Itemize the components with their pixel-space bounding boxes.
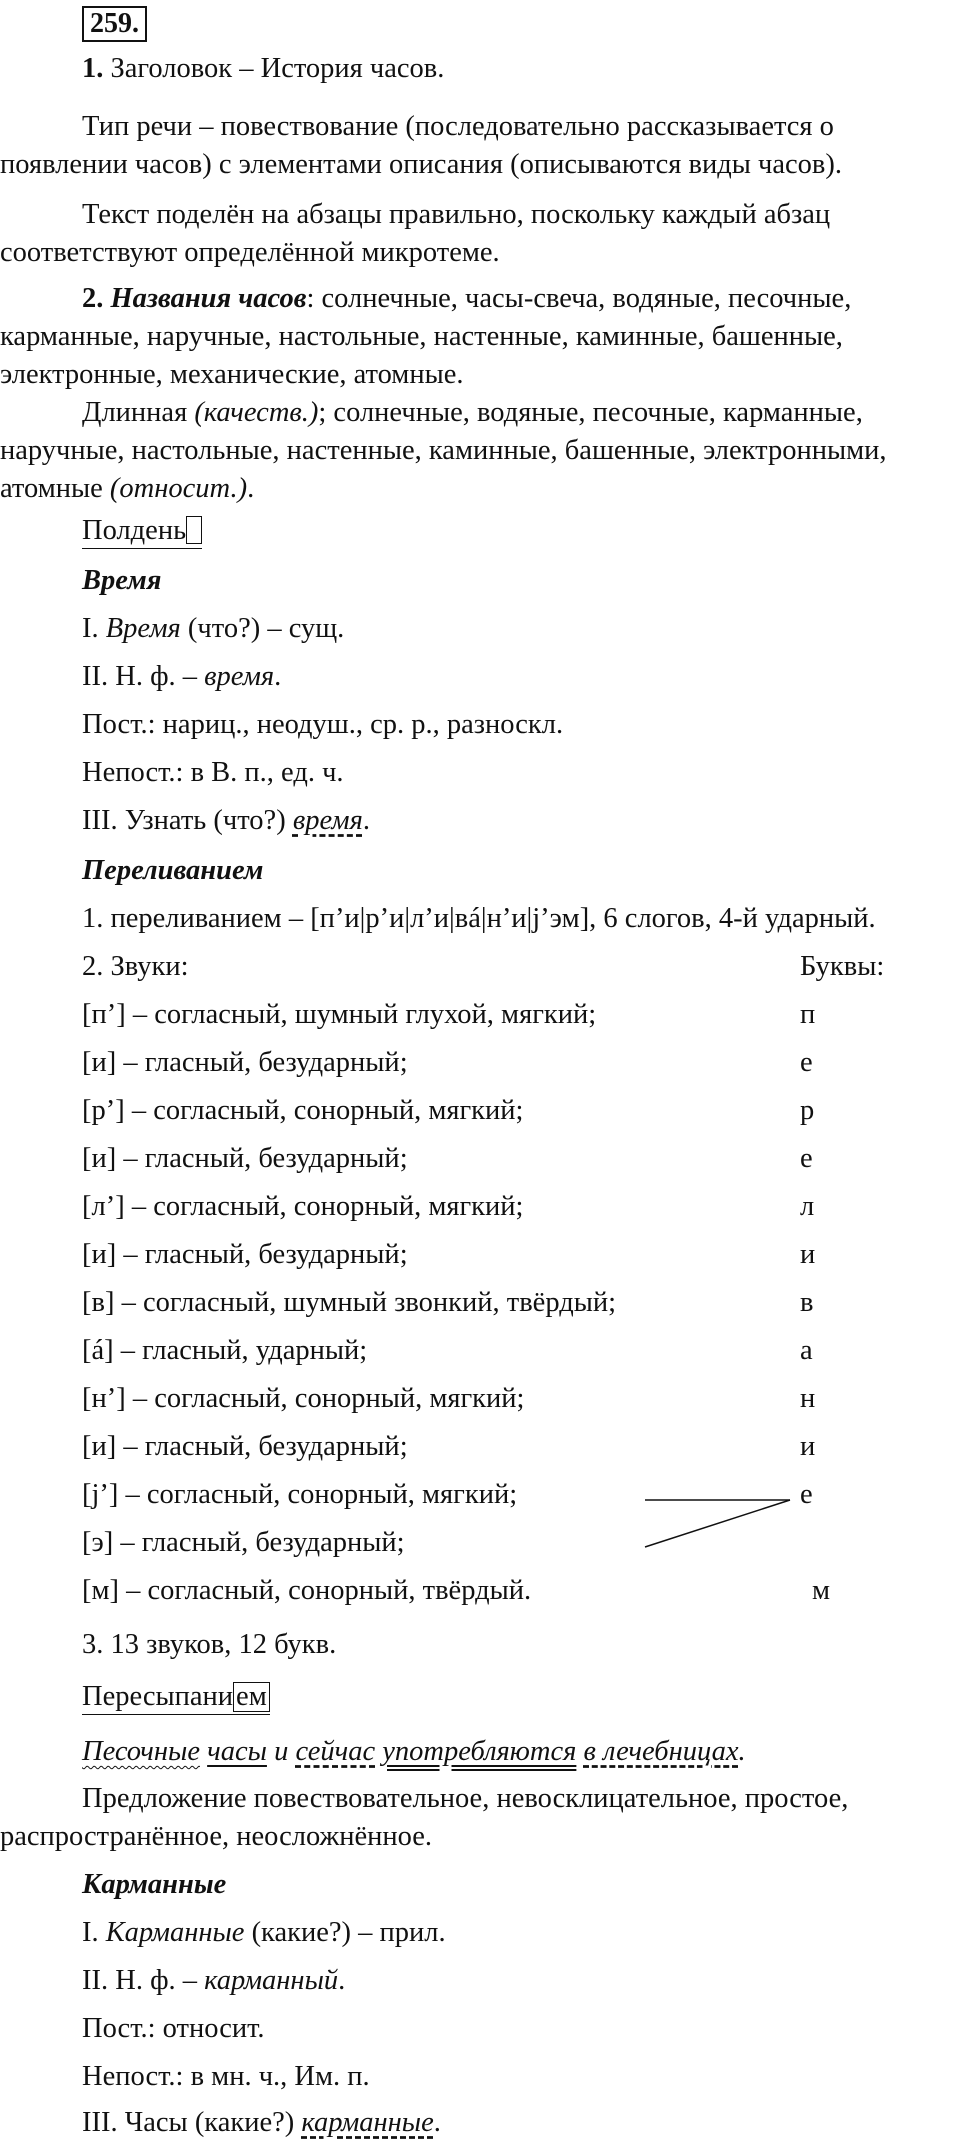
part1-title: Заголовок – История часов. (103, 53, 445, 84)
morph1-line4: Непост.: в В. п., ед. ч. (82, 757, 344, 788)
morph1-title: Время (82, 565, 162, 596)
suffix-line-3: атомные (относит.). (0, 473, 255, 504)
part2-title: Названия часов (110, 283, 307, 314)
morph3-line2: II. Н. ф. – карманный. (82, 1965, 346, 1996)
sound-row: [н’] – согласный, сонорный, мягкий; (82, 1383, 525, 1414)
word-dlinnaya: Длинная (82, 397, 188, 428)
letters-header: Буквы: (800, 951, 885, 982)
letter-cell: е (800, 1143, 813, 1174)
ending-box (186, 516, 202, 544)
suffix-line-2: наручные, настольные, настенные, каминные, башенные, электронными, (0, 435, 887, 466)
morph3-line3: Пост.: относит. (82, 2013, 265, 2044)
morph1-line3: Пост.: нариц., неодуш., ср. р., разноскл. (82, 709, 564, 740)
letter-cell: е (800, 1047, 813, 1078)
sound-row: [м] – согласный, сонорный, твёрдый. (82, 1575, 532, 1606)
letter-cell: р (800, 1095, 815, 1126)
letter-cell: и (800, 1431, 816, 1462)
morphemic-word-peresypaniem: Пересыпани ем (82, 1680, 270, 1715)
word-atomnye: атомные (0, 473, 103, 504)
morph1-line5: III. Узнать (что?) время. (82, 805, 370, 836)
sentence: Песочные часы и сейчас употребляются в лечебницах. (82, 1736, 746, 1767)
sentence-analysis: Предложение повествовательное, невосклицательное, простое, распространённое, неосложнённое. (0, 1783, 849, 1852)
sound-row: [р’] – согласный, сонорный, мягкий; (82, 1095, 524, 1126)
morph1-line1: I. Время (что?) – сущ. (82, 613, 345, 644)
rel-note: (относит.) (102, 473, 248, 504)
phonetic-title: Переливанием (82, 855, 264, 886)
letter-cell: е (800, 1479, 813, 1510)
morph1-line2: II. Н. ф. – время. (82, 661, 282, 692)
sounds-header: 2. Звуки: (82, 951, 189, 982)
clock-names-paragraph (0, 280, 955, 394)
sound-row: [и] – гласный, безударный; (82, 1143, 408, 1174)
sound-row: [в] – согласный, шумный звонкий, твёрдый; (82, 1287, 617, 1318)
phonetic-summary: 3. 13 звуков, 12 букв. (82, 1629, 337, 1660)
clock-names-list: : солнечные, часы-свеча, водяные, песочные, карманные, наручные, настольные, настенные, каминные, башенные, электронные, механические, атомные. (0, 283, 852, 390)
letter-cell: н (800, 1383, 816, 1414)
sound-row: [э] – гласный, безударный; (82, 1527, 405, 1558)
exercise-number: 259. (82, 6, 147, 42)
sound-row: [и] – гласный, безударный; (82, 1431, 408, 1462)
phonetic-line1: 1. переливанием – [п’и|р’и|л’и|вá|н’и|j’эм], 6 слогов, 4-й ударный. (82, 903, 876, 934)
qual-note: (качеств.) (187, 397, 319, 428)
morph3-line4: Непост.: в мн. ч., Им. п. (82, 2061, 370, 2092)
morph3-title: Карманные (82, 1869, 227, 1900)
sound-row: [п’] – согласный, шумный глухой, мягкий; (82, 999, 597, 1030)
sound-row: [л’] – согласный, сонорный, мягкий; (82, 1191, 524, 1222)
letter-cell: м (812, 1575, 831, 1606)
letter-cell: п (800, 999, 816, 1030)
sound-row: [и] – гласный, безударный; (82, 1047, 408, 1078)
morph3-line1: I. Карманные (какие?) – прил. (82, 1917, 446, 1948)
letter-cell: и (800, 1239, 816, 1270)
merge-lines (640, 1490, 800, 1550)
sound-row: [á] – гласный, ударный; (82, 1335, 368, 1366)
suffix-line-1 (82, 394, 863, 432)
letter-cell: в (800, 1287, 814, 1318)
paragraphs-remark: Текст поделён на абзацы правильно, поскольку каждый абзац соответствуют определённой микротеме. (0, 199, 831, 268)
letter-cell: а (800, 1335, 813, 1366)
morphemic-word-polden: Полдень (82, 514, 202, 549)
sound-row: [j’] – согласный, сонорный, мягкий; (82, 1479, 518, 1510)
part1-title-line (82, 50, 444, 88)
letter-cell: л (800, 1191, 815, 1222)
speech-type-paragraph: Тип речи – повествование (последовательно рассказывается о появлении часов) с элементами описания (описываются виды часов). (0, 111, 842, 180)
sound-row: [и] – гласный, безударный; (82, 1239, 408, 1270)
morph3-line5: III. Часы (какие?) карманные. (82, 2107, 441, 2138)
part1-number: 1. (82, 53, 104, 84)
part2-number: 2. (82, 283, 104, 314)
suffix-list-1: ; солнечные, водяные, песочные, карманные, (318, 397, 863, 428)
